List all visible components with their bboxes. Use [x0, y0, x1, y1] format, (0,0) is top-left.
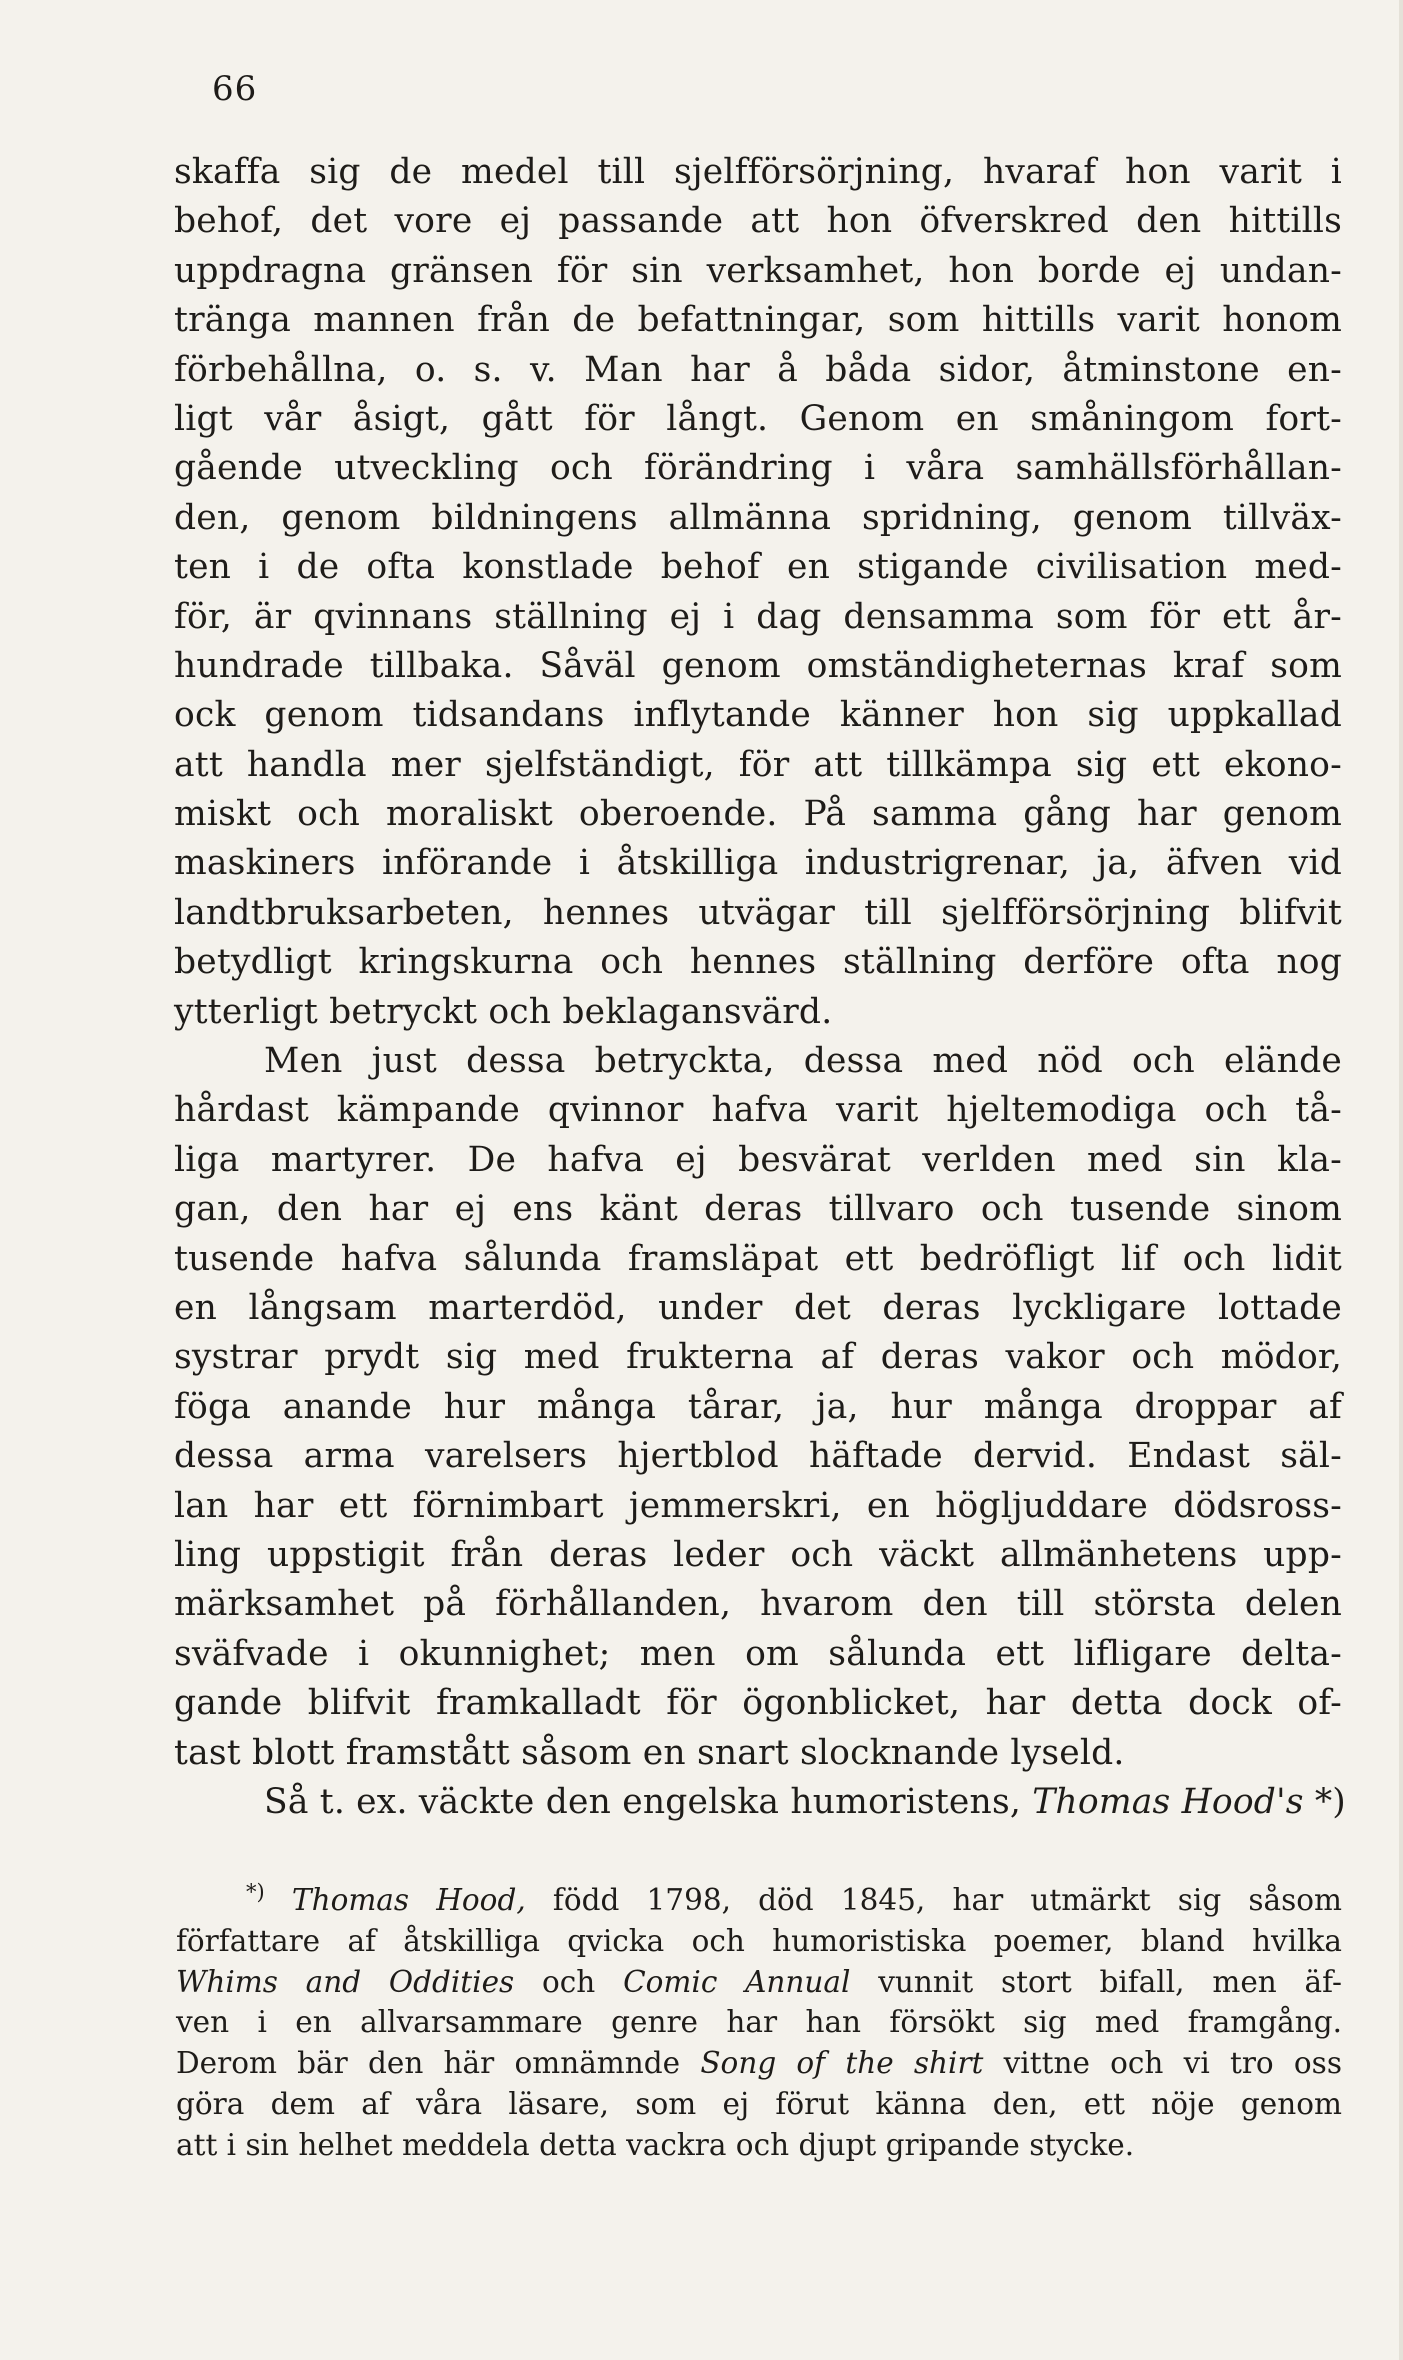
text-line: att handla mer sjelfständigt, för att tillkämpa sig ett ekono-	[174, 744, 1342, 785]
footnote	[176, 1880, 1342, 2166]
text-line: betydligt kringskurna och hennes ställning derföre ofta nog	[174, 942, 1342, 983]
footnote-text: Derom bär den här omnämnde	[176, 2046, 681, 2081]
page-edge	[1399, 0, 1403, 2360]
footnote-text: född 1798, död 1845, har utmärkt sig såsom	[552, 1883, 1342, 1917]
footnote-line	[176, 1962, 1342, 2003]
text-line: ytterligt betryckt och beklagansvärd.	[174, 991, 833, 1032]
text-line: tränga mannen från de befattningar, som hittills varit honom	[174, 300, 1342, 341]
text-line: ling uppstigit från deras leder och väckt allmänhetens upp-	[174, 1534, 1342, 1575]
footnote-line: författare af åtskilliga qvicka och humoristiska poemer, bland hvilka	[176, 1923, 1342, 1958]
footnote-title: Comic Annual	[623, 1964, 851, 1999]
text-line: Men just dessa betryckta, dessa med nöd och elände	[264, 1041, 1342, 1082]
text-line: den, genom bildningens allmänna spridning, genom tillväx-	[174, 497, 1342, 538]
text-line: liga martyrer. De hafva ej besvärat verlden med sin kla-	[174, 1139, 1342, 1180]
text-line: behof, det vore ej passande att hon öfverskred den hittills	[174, 201, 1342, 242]
footnote-text: vittne och vi tro oss	[1003, 2046, 1342, 2081]
text-line: gan, den har ej ens känt deras tillvaro och tusende sinom	[174, 1189, 1342, 1230]
text-line: märksamhet på förhållanden, hvarom den till största delen	[174, 1584, 1342, 1625]
footnote-title: Whims and Oddities	[176, 1964, 515, 1999]
text-line: föga anande hur många tårar, ja, hur många droppar af	[174, 1386, 1342, 1427]
text-line: gående utveckling och förändring i våra samhällsförhållan-	[174, 448, 1342, 489]
hood-name: Thomas Hood's	[1032, 1781, 1304, 1822]
text-line: hundrade tillbaka. Såväl genom omständigheternas kraf som	[174, 645, 1342, 686]
text-line: för, är qvinnans ställning ej i dag densamma som för ett år-	[174, 596, 1342, 637]
text-line: lan har ett förnimbart jemmerskri, en högljuddare dödsross-	[174, 1485, 1342, 1526]
page-number: 66	[212, 69, 258, 109]
text-line: maskiners införande i åtskilliga industrigrenar, ja, äfven vid	[174, 843, 1342, 884]
text-line: landtbruksarbeten, hennes utvägar till sjelfförsörjning blifvit	[174, 892, 1342, 933]
text-line: tast blott framstått såsom en snart slocknande lyseld.	[174, 1732, 1125, 1773]
last-line-text: Så t. ex. väckte den engelska humoristens,	[264, 1781, 1022, 1822]
footnote-title: Song of the shirt	[700, 2046, 984, 2081]
footnote-name: Thomas Hood,	[291, 1883, 526, 1917]
text-line: systrar prydt sig med frukterna af deras vakor och mödor,	[174, 1337, 1342, 1378]
footnote-line: att i sin helhet meddela detta vackra och djupt gripande stycke.	[176, 2127, 1135, 2162]
footnote-marker: *)	[246, 1880, 265, 1905]
text-line: ligt vår åsigt, gått för långt. Genom en småningom fort-	[174, 398, 1342, 439]
body-text	[174, 148, 1346, 1827]
text-line: ock genom tidsandans inflytande känner hon sig uppkallad	[174, 695, 1342, 736]
text-line: dessa arma varelsers hjertblod häftade dervid. Endast säl-	[174, 1436, 1342, 1477]
text-line: ten i de ofta konstlade behof en stigande civilisation med-	[174, 547, 1342, 588]
text-line: förbehållna, o. s. v. Man har å båda sidor, åtminstone en-	[174, 349, 1342, 390]
footnote-text: vunnit stort bifall, men äf-	[878, 1964, 1342, 1999]
text-line: hårdast kämpande qvinnor hafva varit hjeltemodiga och tå-	[174, 1090, 1342, 1131]
footnote-line: göra dem af våra läsare, som ej förut känna den, ett nöje genom	[176, 2086, 1342, 2121]
text-line-last	[174, 1778, 1346, 1827]
text-line: tusende hafva sålunda framsläpat ett bedröfligt lif och lidit	[174, 1238, 1342, 1279]
footnote-reference: *)	[1314, 1781, 1346, 1822]
text-line: gande blifvit framkalladt för ögonblicket, har detta dock of-	[174, 1683, 1342, 1724]
footnote-line: ven i en allvarsammare genre har han försökt sig med framgång.	[176, 2005, 1342, 2040]
text-line: sväfvade i okunnighet; men om sålunda ett lifligare delta-	[174, 1633, 1342, 1674]
footnote-line	[176, 2043, 1342, 2084]
footnote-text: och	[541, 1964, 596, 1999]
text-line: en långsam marterdöd, under det deras lyckligare lottade	[174, 1287, 1342, 1328]
text-line: miskt och moraliskt oberoende. På samma gång har genom	[174, 794, 1342, 835]
text-line: skaffa sig de medel till sjelfförsörjning, hvaraf hon varit i	[174, 152, 1342, 192]
text-line: uppdragna gränsen för sin verksamhet, hon borde ej undan-	[174, 250, 1342, 291]
footnote-line	[176, 1880, 1342, 1921]
